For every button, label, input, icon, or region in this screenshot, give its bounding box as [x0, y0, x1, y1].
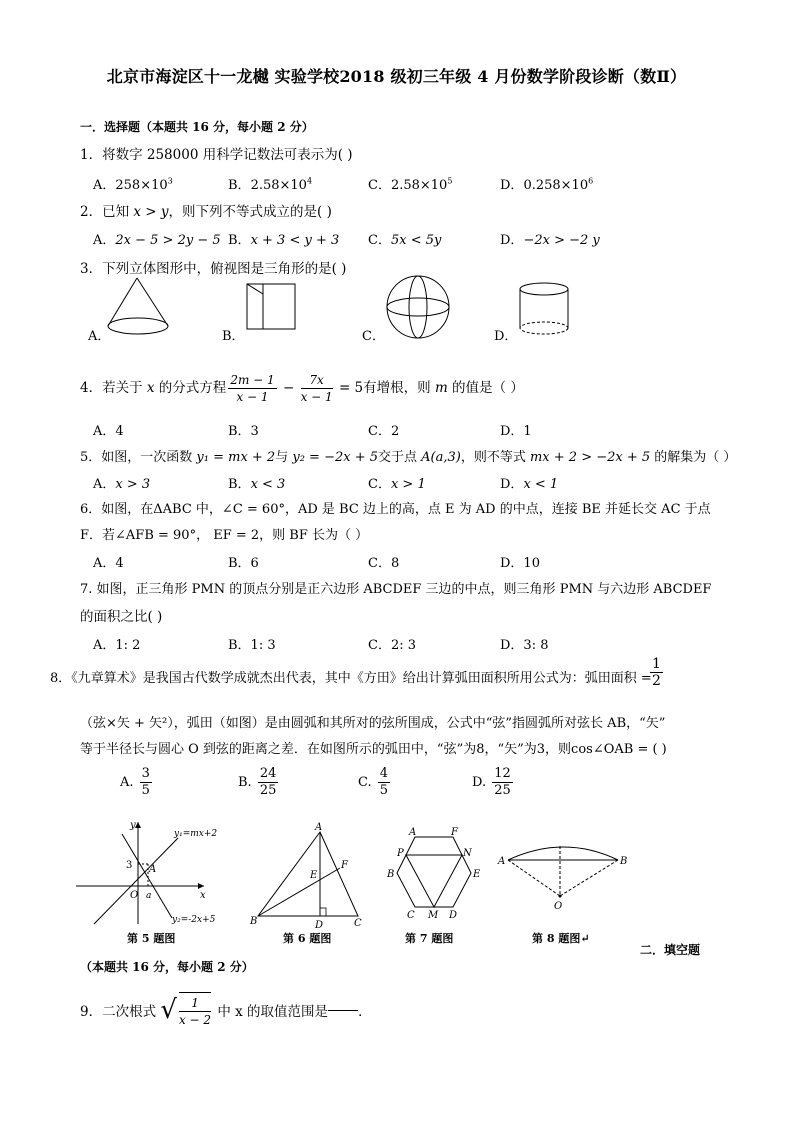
q1-option-d: D．$0.258\times 10^6$: [500, 176, 594, 193]
q5-option-a: A．x > 3: [93, 477, 151, 492]
figure-5-caption: 第 5 题图: [127, 932, 176, 945]
q2-option-c: C．5x < 5y: [368, 233, 442, 248]
question-3-stem: 3．下列立体图形中，俯视图是三角形的是( ): [80, 261, 347, 277]
f5-3-label: 3: [126, 860, 133, 871]
q6-option-d: D．10: [500, 556, 540, 571]
q1-option-b: B．$2.58\times 10^4$: [228, 176, 313, 193]
page-title: 北京市海淀区十一龙樾 实验学校2018 级初三年级 4 月份数学阶段诊断（数Ⅱ）: [106, 67, 687, 86]
q1-option-a: A．$258\times 10^3$: [93, 176, 173, 193]
f5-a-point-label: A: [149, 864, 157, 875]
q7-option-c: C．2: 3: [368, 638, 417, 653]
q6-option-c: C．8: [368, 556, 400, 571]
section-1-heading: 一．选择题（本题共 16 分，每小题 2 分）: [80, 120, 314, 134]
f7-e-label: E: [473, 869, 481, 880]
q8-option-a: A. $\frac{3}{5}$: [120, 766, 150, 798]
q8-half-fraction: $\frac{1}{2}$: [652, 656, 661, 689]
f8-a-label: A: [498, 856, 506, 867]
f7-a-label: A: [409, 827, 417, 838]
question-1-stem: 1．将数字 258000 用科学记数法可表示为( ): [80, 147, 353, 163]
figure-8-caption: 第 8 题图↵: [532, 932, 590, 945]
f6-a-label: A: [315, 822, 323, 833]
q7-option-b: B．1: 3: [228, 638, 276, 653]
f7-f-label: F: [451, 827, 458, 838]
q4-option-b: B．3: [228, 424, 259, 439]
q7-option-d: D．3: 8: [500, 638, 549, 653]
section-2-subheading: （本题共 16 分，每小题 2 分）: [80, 960, 254, 974]
q4-option-d: D．1: [500, 424, 532, 439]
q3-option-a-label: A．: [88, 329, 111, 344]
cone-figure: [100, 276, 180, 338]
section-2-heading: 二．填空题: [640, 943, 701, 957]
f5-a-label: a: [146, 891, 152, 901]
q5-option-b: B．x < 3: [228, 477, 286, 492]
figure-7-hexagon: [385, 825, 485, 920]
q6-option-a: A．4: [93, 556, 124, 571]
q8-option-c: C. $\frac{4}{5}$: [358, 766, 389, 798]
q5-option-d: D．x < 1: [500, 477, 559, 492]
f7-c-label: C: [407, 910, 415, 920]
question-7-line-1: 7. 如图，正三角形 PMN 的顶点分别是正六边形 ABCDEF 三边的中点，则三角形 PMN 与六边形 ABCDEF: [80, 582, 712, 597]
question-8-line-2: （弦×矢 + 矢²），弧田（如图）是由圆弧和其所对的弦所围成，公式中“弦”指圆弧所对弦长 AB，“矢”: [80, 716, 666, 731]
question-8-line-3: 等于半径长与圆心 O 到弦的距离之差．在如图所示的弧田中，“弦”为8，“矢”为3，则cos∠OAB = ( ): [80, 742, 667, 757]
q7-option-a: A．1: 2: [93, 638, 141, 653]
question-2-stem: 2．已知 x > y，则下列不等式成立的是( ): [80, 204, 332, 220]
f7-n-label: N: [463, 848, 472, 859]
f6-d-label: D: [315, 920, 324, 930]
q5-option-c: C．x > 1: [368, 477, 426, 492]
f7-b-label: B: [387, 869, 395, 880]
f6-e-label: E: [310, 870, 318, 881]
f8-o-label: O: [554, 901, 563, 912]
figure-6-caption: 第 6 题图: [283, 932, 332, 945]
q6-option-b: B．6: [228, 556, 259, 571]
question-8-line-1: 8．《九章算术》是我国古代数学成就杰出代表，其中《方田》给出计算弧田面积所用公式为：弧田面积 =: [50, 671, 652, 686]
f6-f-label: F: [341, 860, 348, 871]
q2-option-a: A．2x − 5 > 2y − 5: [93, 233, 221, 248]
f5-y-label: y: [130, 820, 136, 831]
f5-o-label: O: [130, 890, 139, 901]
f6-c-label: C: [354, 918, 362, 929]
sphere-figure: [383, 272, 455, 344]
q2-option-b: B．x + 3 < y + 3: [228, 233, 340, 248]
question-6-line-1: 6．如图，在ΔABC 中，∠C = 60°，AD 是 BC 边上的高，点 E 为 AD 的中点，连接 BE 并延长交 AC 于点: [80, 502, 711, 517]
figure-7-caption: 第 7 题图: [405, 932, 454, 945]
q9-radical: √ $\frac{1}{x - 2}$: [160, 992, 213, 1028]
q3-option-c-label: C．: [362, 329, 385, 344]
question-4-stem: 4．若关于 x 的分式方程 $\frac{2m - 1}{x - 1}$ − $\frac{7x}{x - 1}$ = 5有增根，则 m 的值是（ ）: [80, 373, 524, 404]
question-9-stem: 9．二次根式 √ $\frac{1}{x - 2}$ 中 x 的取值范围是 ．: [80, 992, 372, 1028]
question-6-line-2: F．若∠AFB = 90°， EF = 2，则 BF 长为（ ）: [80, 528, 369, 543]
f7-m-label: M: [428, 910, 439, 920]
q2-option-d: D．−2x > −2 y: [500, 233, 600, 248]
f5-y1-label: y₁=mx+2: [174, 829, 218, 839]
q8-option-b: B. $\frac{24}{25}$: [238, 766, 277, 798]
q3-option-d-label: D．: [494, 329, 518, 344]
question-5-stem: 5．如图，一次函数 y₁ = mx + 2与 y₂ = −2x + 5交于点 A(a,3)，则不等式 mx + 2 > −2x + 5 的解集为（ ）: [80, 450, 737, 465]
q3-option-b-label: B．: [222, 329, 245, 344]
f7-d-label: D: [449, 910, 458, 920]
q4-option-c: C．2: [368, 424, 400, 439]
figure-6-triangle: [248, 820, 368, 930]
q8-option-d: D. $\frac{12}{25}$: [472, 766, 511, 798]
question-7-line-2: 的面积之比( ): [80, 609, 163, 625]
cylinder-figure: [516, 280, 576, 340]
triangular-prism-figure: [243, 280, 303, 335]
f5-x-label: x: [200, 890, 206, 901]
q4-option-a: A．4: [93, 424, 124, 439]
figure-8-arc-field: [496, 832, 636, 912]
f7-p-label: P: [397, 848, 404, 859]
q1-option-c: C．$2.58\times 10^5$: [368, 176, 453, 193]
f6-b-label: B: [250, 916, 258, 927]
f8-b-label: B: [620, 856, 628, 867]
figure-5-graph: [72, 818, 232, 928]
q9-answer-blank[interactable]: [328, 1010, 358, 1011]
f5-y2-label: y₂=-2x+5: [172, 915, 216, 925]
